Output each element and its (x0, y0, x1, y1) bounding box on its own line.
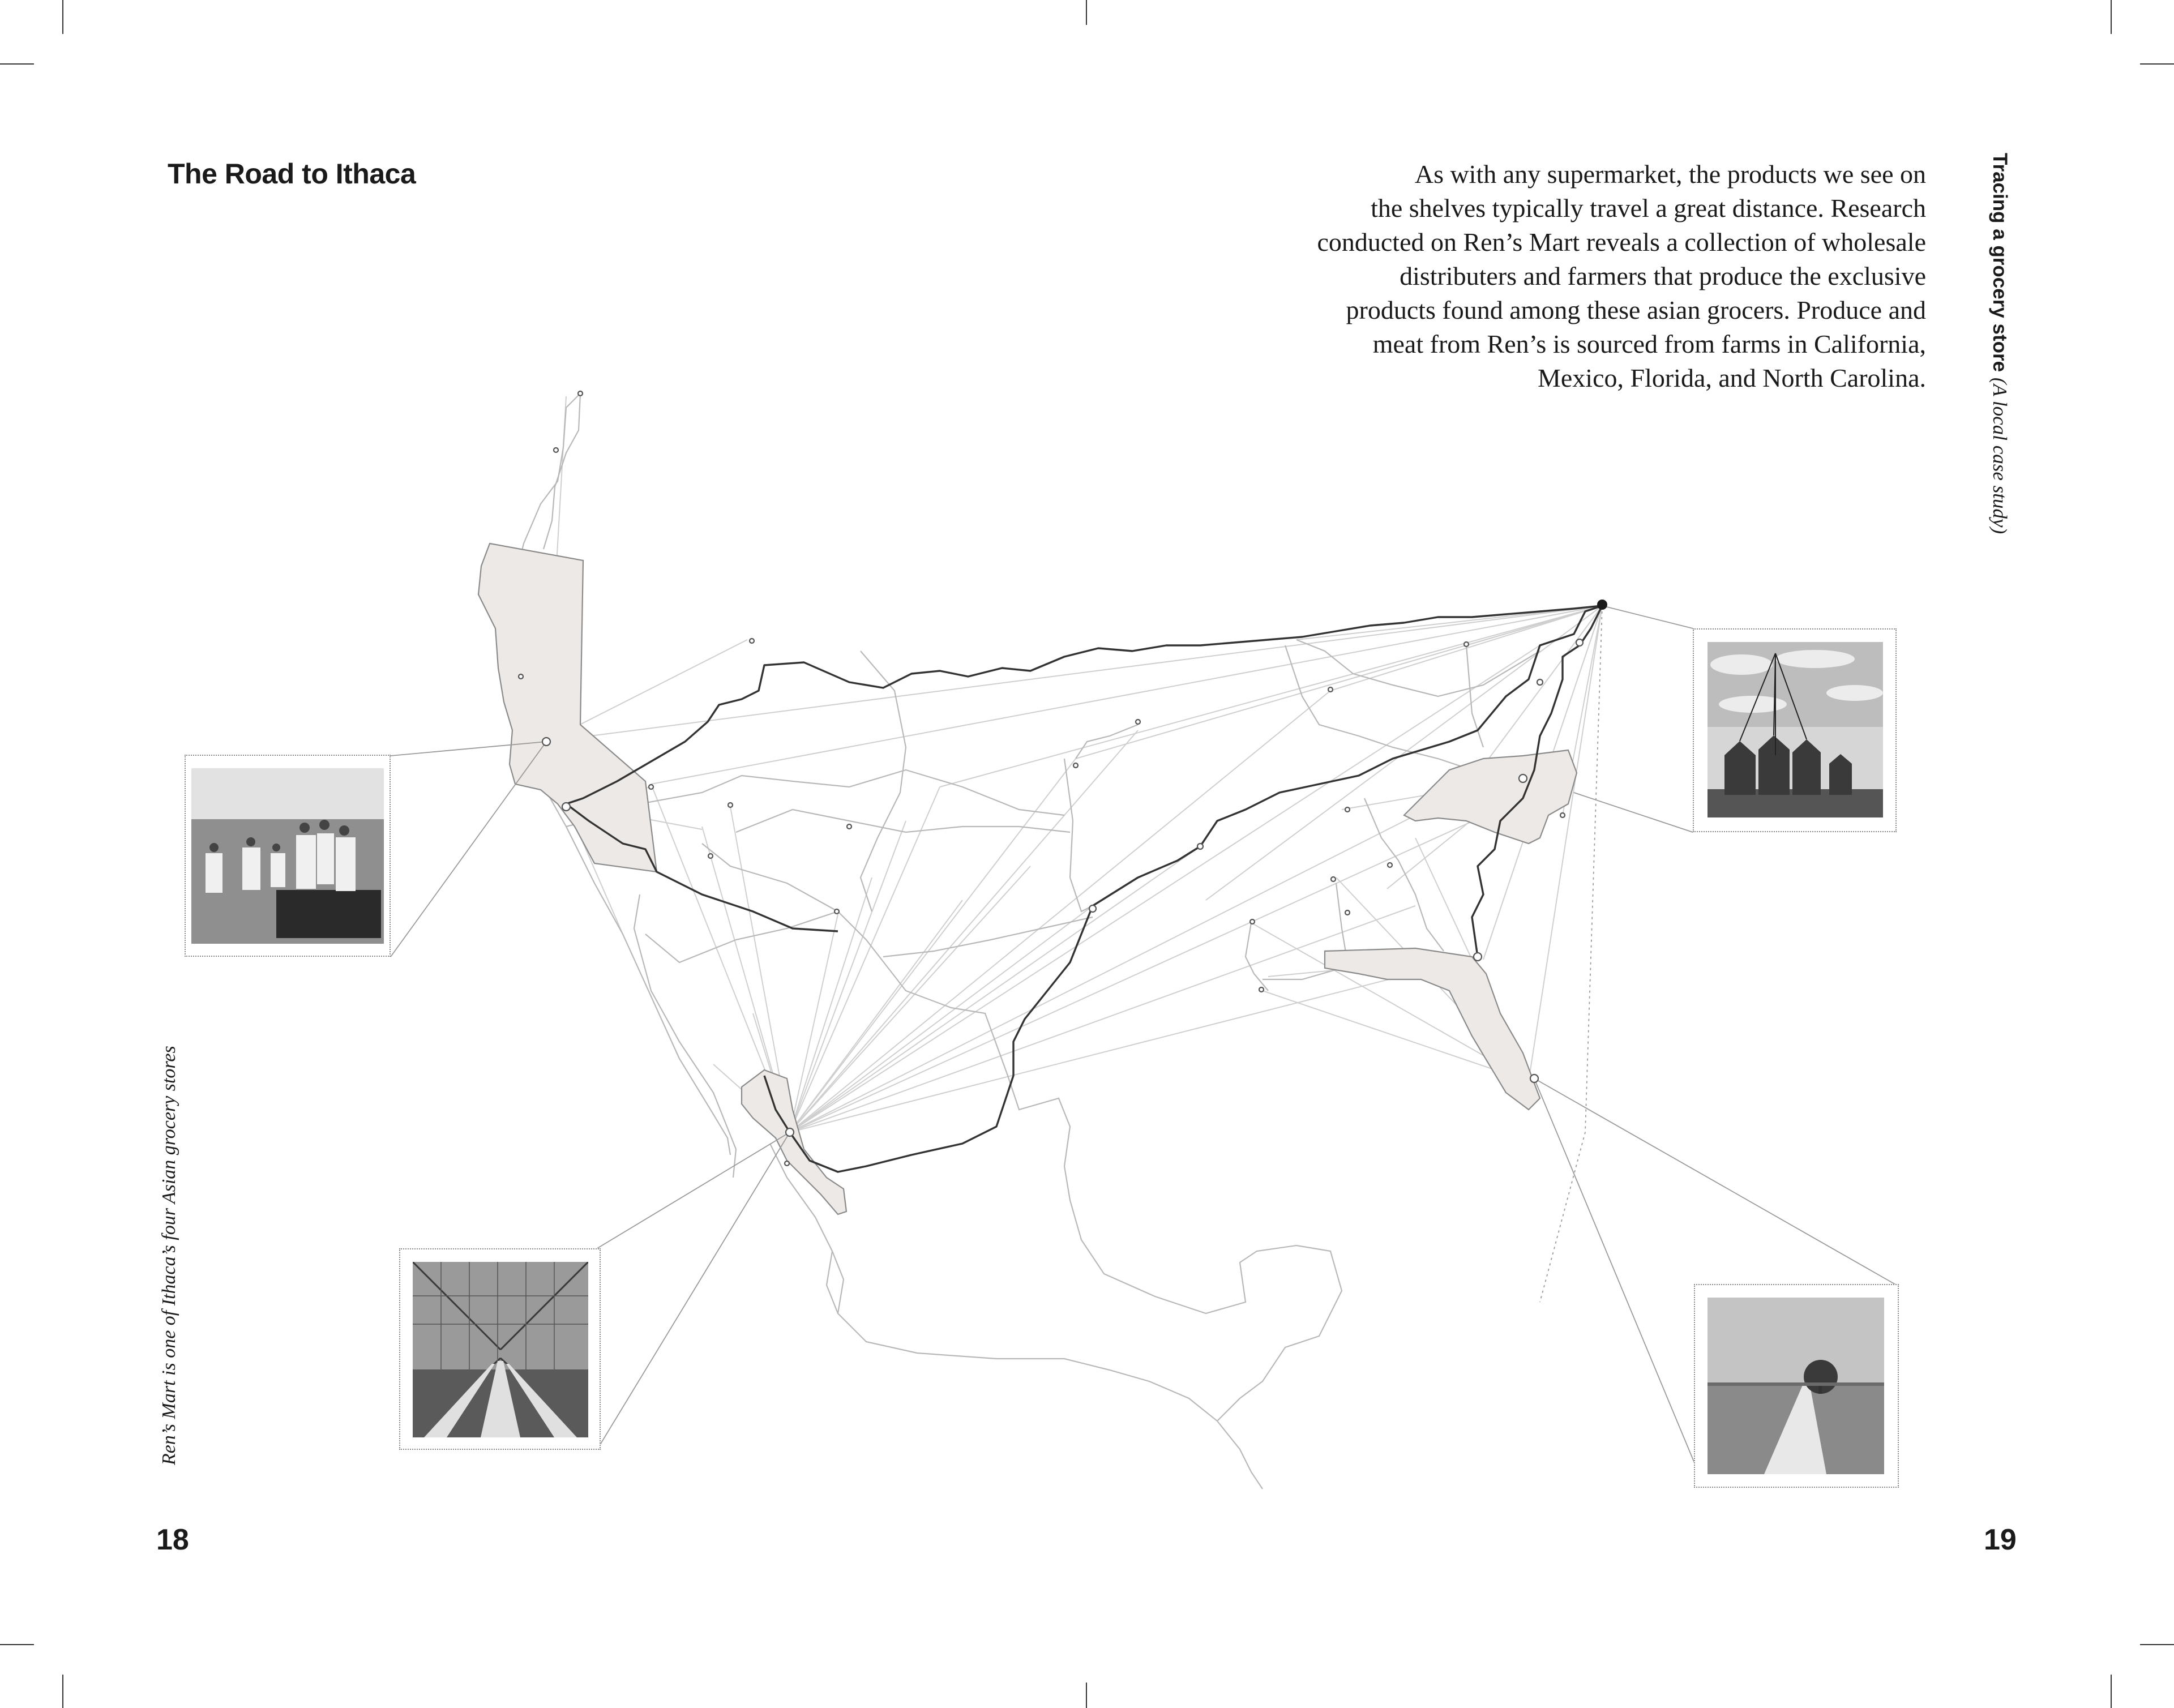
grain-silo-photo-icon (1707, 642, 1883, 817)
page-number-right: 19 (1984, 1523, 2017, 1556)
florida-icon (1325, 948, 1540, 1110)
running-head (1988, 153, 2011, 534)
intro-line: distributers and farmers that produce the exclusive (1400, 262, 1926, 290)
page-number-left: 18 (156, 1523, 189, 1556)
running-head-title: Tracing a grocery store (1989, 153, 2011, 373)
family-photo-icon (191, 768, 384, 944)
sinaloa-icon (742, 1070, 846, 1214)
farm-road-photo-icon (1707, 1298, 1884, 1474)
north-carolina-icon (1404, 750, 1577, 844)
truck-routes (566, 606, 1602, 1172)
family-photo-frame (185, 755, 391, 957)
intro-line: meat from Ren’s is sourced from farms in California, (1372, 329, 1926, 358)
grain-silo-photo-frame (1693, 628, 1897, 832)
california-icon (478, 543, 657, 872)
intro-line: As with any supermarket, the products we see on (1414, 160, 1926, 189)
farm-road-photo-frame (1694, 1284, 1899, 1488)
country-outlines (498, 393, 1540, 1489)
intro-line: Mexico, Florida, and North Carolina. (1537, 363, 1926, 392)
page-title: The Road to Ithaca (168, 158, 416, 190)
side-caption: Ren’s Mart is one of Ithaca’s four Asian grocery stores (159, 1046, 179, 1465)
ithaca-marker-icon (1597, 600, 1607, 610)
source-regions (478, 543, 1577, 1214)
greenhouse-photo-frame (399, 1248, 601, 1450)
intro-line: products found among these asian grocers. Produce and (1346, 296, 1926, 324)
connection-lines (521, 396, 1602, 1132)
intro-paragraph (1133, 157, 1926, 395)
greenhouse-photo-icon (413, 1262, 588, 1437)
running-head-subtitle: (A local case study) (1989, 377, 2011, 534)
intro-line: conducted on Ren’s Mart reveals a collection of wholesale (1317, 228, 1926, 256)
intro-line: the shelves typically travel a great distance. Research (1371, 194, 1926, 222)
